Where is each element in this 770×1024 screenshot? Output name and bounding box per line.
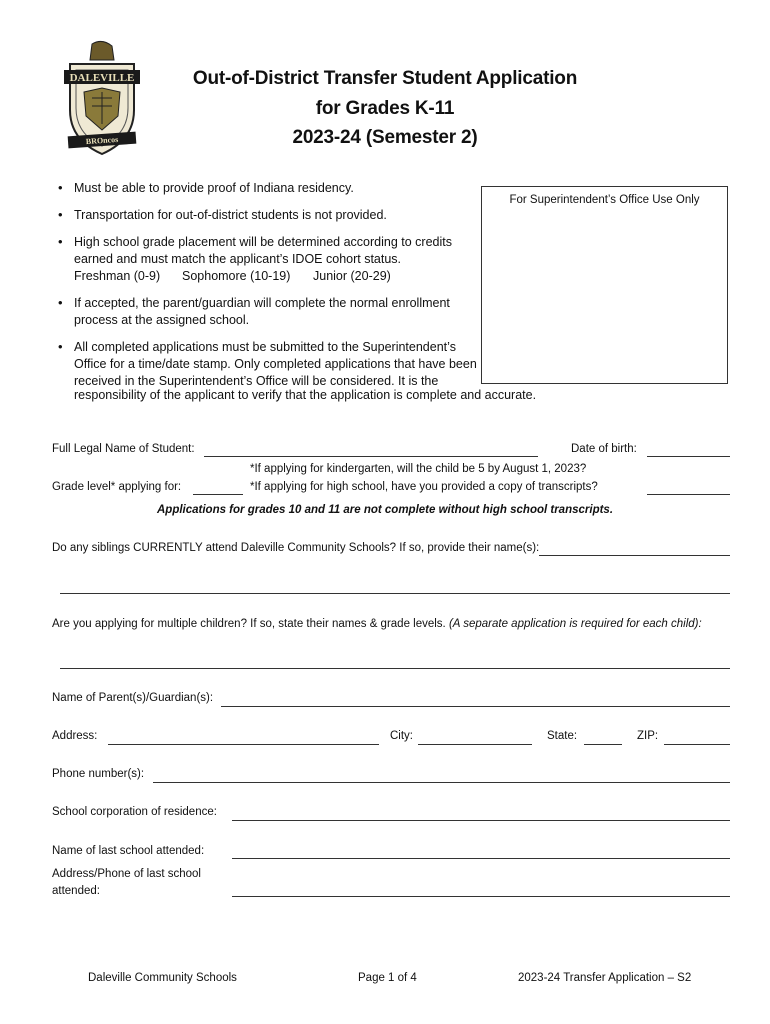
multiple-children-label (52, 618, 702, 630)
page-title-line3: 2023-24 (Semester 2) (292, 127, 478, 148)
state-label: State: (547, 730, 578, 742)
city-field[interactable] (418, 744, 532, 745)
phone-field[interactable] (153, 782, 730, 783)
last-school-address-field[interactable] (232, 896, 730, 897)
footer-left: Daleville Community Schools (88, 972, 237, 984)
dob-label: Date of birth: (571, 443, 637, 455)
bullet-submission: • All completed applications must be submitted to the Superintendent’s Office for a time/date stamp. Only completed applications that have been received in the Superintendent’s Office will be considered. It is the (52, 339, 479, 390)
student-name-field[interactable] (204, 456, 538, 457)
dob-field[interactable] (647, 456, 730, 457)
office-use-label: For Superintendent’s Office Use Only (509, 194, 700, 206)
last-school-address-label-line2: attended: (52, 885, 100, 897)
page-title-line2: for Grades K-11 (315, 98, 455, 119)
requirements-list (52, 180, 492, 400)
multiple-children-note: (A separate application is required for each child): (448, 618, 702, 630)
grade-level-label: Grade level* applying for: (52, 481, 182, 493)
bullet-transportation: • Transportation for out-of-district students is not provided. (52, 207, 492, 224)
parent-name-field[interactable] (221, 706, 730, 707)
footer-right: 2023-24 Transfer Application – S2 (518, 972, 692, 984)
tier-sophomore: Sophomore (10-19) (182, 269, 291, 283)
city-label: City: (390, 730, 413, 742)
transcript-answer-field[interactable] (647, 494, 730, 495)
last-school-address-label (52, 866, 201, 900)
page-title-line1: Out-of-District Transfer Student Application (192, 68, 578, 89)
bullet-grade-placement-text: High school grade placement will be determined according to credits earned and must match the applicant’s IDOE cohort status. (74, 235, 452, 266)
kindergarten-note: *If applying for kindergarten, will the child be 5 by August 1, 2023? (250, 463, 587, 475)
grade-tiers (74, 268, 474, 285)
siblings-field-line2[interactable] (60, 593, 730, 594)
tier-junior: Junior (20-29) (313, 269, 391, 283)
multiple-children-field[interactable] (60, 668, 730, 669)
school-corporation-label: School corporation of residence: (52, 806, 217, 818)
last-school-label: Name of last school attended: (52, 845, 205, 857)
last-school-field[interactable] (232, 858, 730, 859)
parent-name-label: Name of Parent(s)/Guardian(s): (52, 692, 214, 704)
tier-freshman: Freshman (0-9) (74, 269, 161, 283)
state-field[interactable] (584, 744, 622, 745)
address-field[interactable] (108, 744, 379, 745)
school-corporation-field[interactable] (232, 820, 730, 821)
phone-label: Phone number(s): (52, 768, 145, 780)
crest-text-bottom: BROncos (85, 134, 119, 147)
siblings-label: Do any siblings CURRENTLY attend Daleville Community Schools? If so, provide their name(s): (52, 542, 540, 554)
bullet-enrollment: • If accepted, the parent/guardian will complete the normal enrollment process at the assigned school. (52, 295, 454, 329)
transcript-warning: Applications for grades 10 and 11 are not complete without high school transcripts. (156, 504, 614, 516)
bullet-residency: • Must be able to provide proof of Indiana residency. (52, 180, 492, 197)
last-school-address-label-line1: Address/Phone of last school (52, 868, 201, 880)
zip-field[interactable] (664, 744, 730, 745)
crest-text-top: DALEVILLE (69, 72, 135, 84)
bullet-grade-placement (52, 234, 474, 285)
high-school-note: *If applying for high school, have you provided a copy of transcripts? (250, 481, 598, 493)
bullet-submission-last-line: responsibility of the applicant to verify that the application is complete and accurate. (74, 388, 537, 402)
grade-level-field[interactable] (193, 494, 243, 495)
zip-label: ZIP: (637, 730, 659, 742)
address-label: Address: (52, 730, 98, 742)
multiple-children-question: Are you applying for multiple children? If so, state their names & grade levels. (52, 618, 446, 630)
siblings-field[interactable] (539, 555, 730, 556)
footer-page-number: Page 1 of 4 (358, 972, 417, 984)
office-use-box (481, 186, 728, 384)
student-name-label: Full Legal Name of Student: (52, 443, 195, 455)
